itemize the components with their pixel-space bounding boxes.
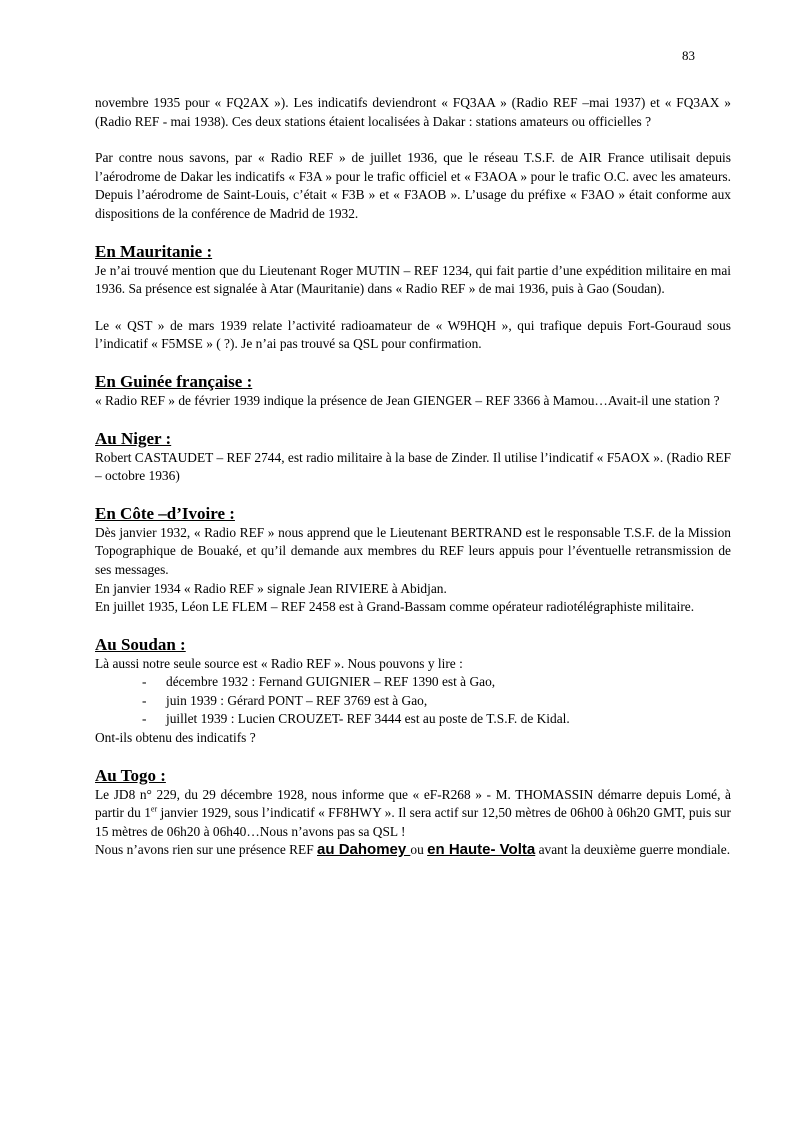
cote-ivoire-paragraph-3: En juillet 1935, Léon LE FLEM – REF 2458 est à Grand-Bassam comme opérateur radiotélégraphiste militaire. <box>95 599 695 615</box>
niger-heading: Au Niger : <box>95 428 172 448</box>
soudan-paragraph-1: Là aussi notre seule source est « Radio REF ». Nous pouvons y lire : <box>95 655 463 671</box>
togo-text-d: ou <box>410 842 428 858</box>
soudan-section <box>95 635 731 748</box>
niger-paragraph-1: Robert CASTAUDET – REF 2744, est radio militaire à la base de Zinder. Il utilise l’indicatif « F5AOX ». (Radio REF – octobre 1936) <box>95 449 731 484</box>
togo-paragraph-2 <box>95 841 755 860</box>
cote-ivoire-paragraph-1: Dès janvier 1932, « Radio REF » nous apprend que le Lieutenant BERTRAND est le responsable T.S.F. de la Mission Topographique de Bouaké, et qu’il demande aux membres du REF leurs appuis pour l’éventuelle retransmission de ses messages. <box>95 524 731 577</box>
togo-section <box>95 766 731 860</box>
togo-text-a: Le JD8 n° 229, du 29 décembre 1928, nous informe que « eF-R268 » - M. THOMASSIN démarre depuis Lomé, à partir du 1 <box>95 786 731 821</box>
soudan-heading: Au Soudan : <box>95 634 186 654</box>
guinee-paragraph-1: « Radio REF » de février 1939 indique la présence de Jean GIENGER – REF 3366 à Mamou…Avait-il une station ? <box>95 392 720 408</box>
list-item: - décembre 1932 : Fernand GUIGNIER – REF 1390 est à Gao, <box>142 673 731 692</box>
soudan-list <box>95 673 731 729</box>
intro-paragraph-1: novembre 1935 pour « FQ2AX »). Les indicatifs deviendront « FQ3AA » (Radio REF –mai 1937) et « FQ3AX » (Radio REF - mai 1938). Ces deux stations étaient localisées à Dakar : stations amateurs ou officielles ? <box>95 95 731 129</box>
togo-text-b: janvier 1929, sous l’indicatif « FF8HWY ». Il sera actif sur 12,50 mètres de 06h00 à 06h20 GMT, puis sur 15 mètres de 06h20 à 06h40…Nous n’avons pas sa QSL ! <box>95 805 731 839</box>
cote-ivoire-section <box>95 504 731 617</box>
soudan-paragraph-2: Ont-ils obtenu des indicatifs ? <box>95 730 256 746</box>
mauritanie-paragraph-2: Le « QST » de mars 1939 relate l’activité radioamateur de « W9HQH », qui trafique depuis Fort-Gouraud sous l’indicatif « F5MSE » ( ?). Je n’ai pas trouvé sa QSL pour confirmation. <box>95 317 731 352</box>
togo-heading: Au Togo : <box>95 765 166 785</box>
mauritanie-paragraph-1: Je n’ai trouvé mention que du Lieutenant Roger MUTIN – REF 1234, qui fait partie d’une expédition militaire en mai 1936. Sa présence est signalée à Atar (Mauritanie) dans « Radio REF » de mai 1936, puis à Gao (Soudan). <box>95 262 731 297</box>
list-item: - juin 1939 : Gérard PONT – REF 3769 est à Gao, <box>142 692 731 711</box>
guinee-section <box>95 372 731 411</box>
mauritanie-heading: En Mauritanie : <box>95 241 213 261</box>
intro-section <box>95 94 731 224</box>
togo-text-c: Nous n’avons rien sur une présence REF <box>95 842 318 858</box>
mauritanie-section <box>95 242 731 354</box>
dahomey-inline-heading: au Dahomey <box>317 841 411 859</box>
document-body <box>95 94 731 860</box>
togo-paragraph-1 <box>95 786 731 842</box>
niger-section <box>95 429 731 486</box>
ordinal-superscript: er <box>150 804 158 814</box>
guinee-heading: En Guinée française : <box>95 371 253 391</box>
page-number: 83 <box>682 48 695 63</box>
haute-volta-inline-heading: en Haute- Volta <box>427 841 536 859</box>
list-item: - juillet 1939 : Lucien CROUZET- REF 3444 est au poste de T.S.F. de Kidal. <box>142 710 731 729</box>
cote-ivoire-paragraph-2: En janvier 1934 « Radio REF » signale Jean RIVIERE à Abidjan. <box>95 580 447 596</box>
togo-text-e: avant la deuxième guerre mondiale. <box>535 842 731 858</box>
intro-paragraph-2: Par contre nous savons, par « Radio REF » de juillet 1936, que le réseau T.S.F. de AIR France utilisait depuis l’aérodrome de Dakar les indicatifs « F3A » pour le trafic officiel et « F3AOA » pour le trafic O.C. avec les amateurs. Depuis l’aérodrome de Saint-Louis, c’était « F3B » et « F3AOB ». L’usage du préfixe « F3AO » était conforme aux dispositions de la conférence de Madrid de 1932. <box>95 150 731 221</box>
cote-ivoire-heading: En Côte –d’Ivoire : <box>95 503 235 523</box>
